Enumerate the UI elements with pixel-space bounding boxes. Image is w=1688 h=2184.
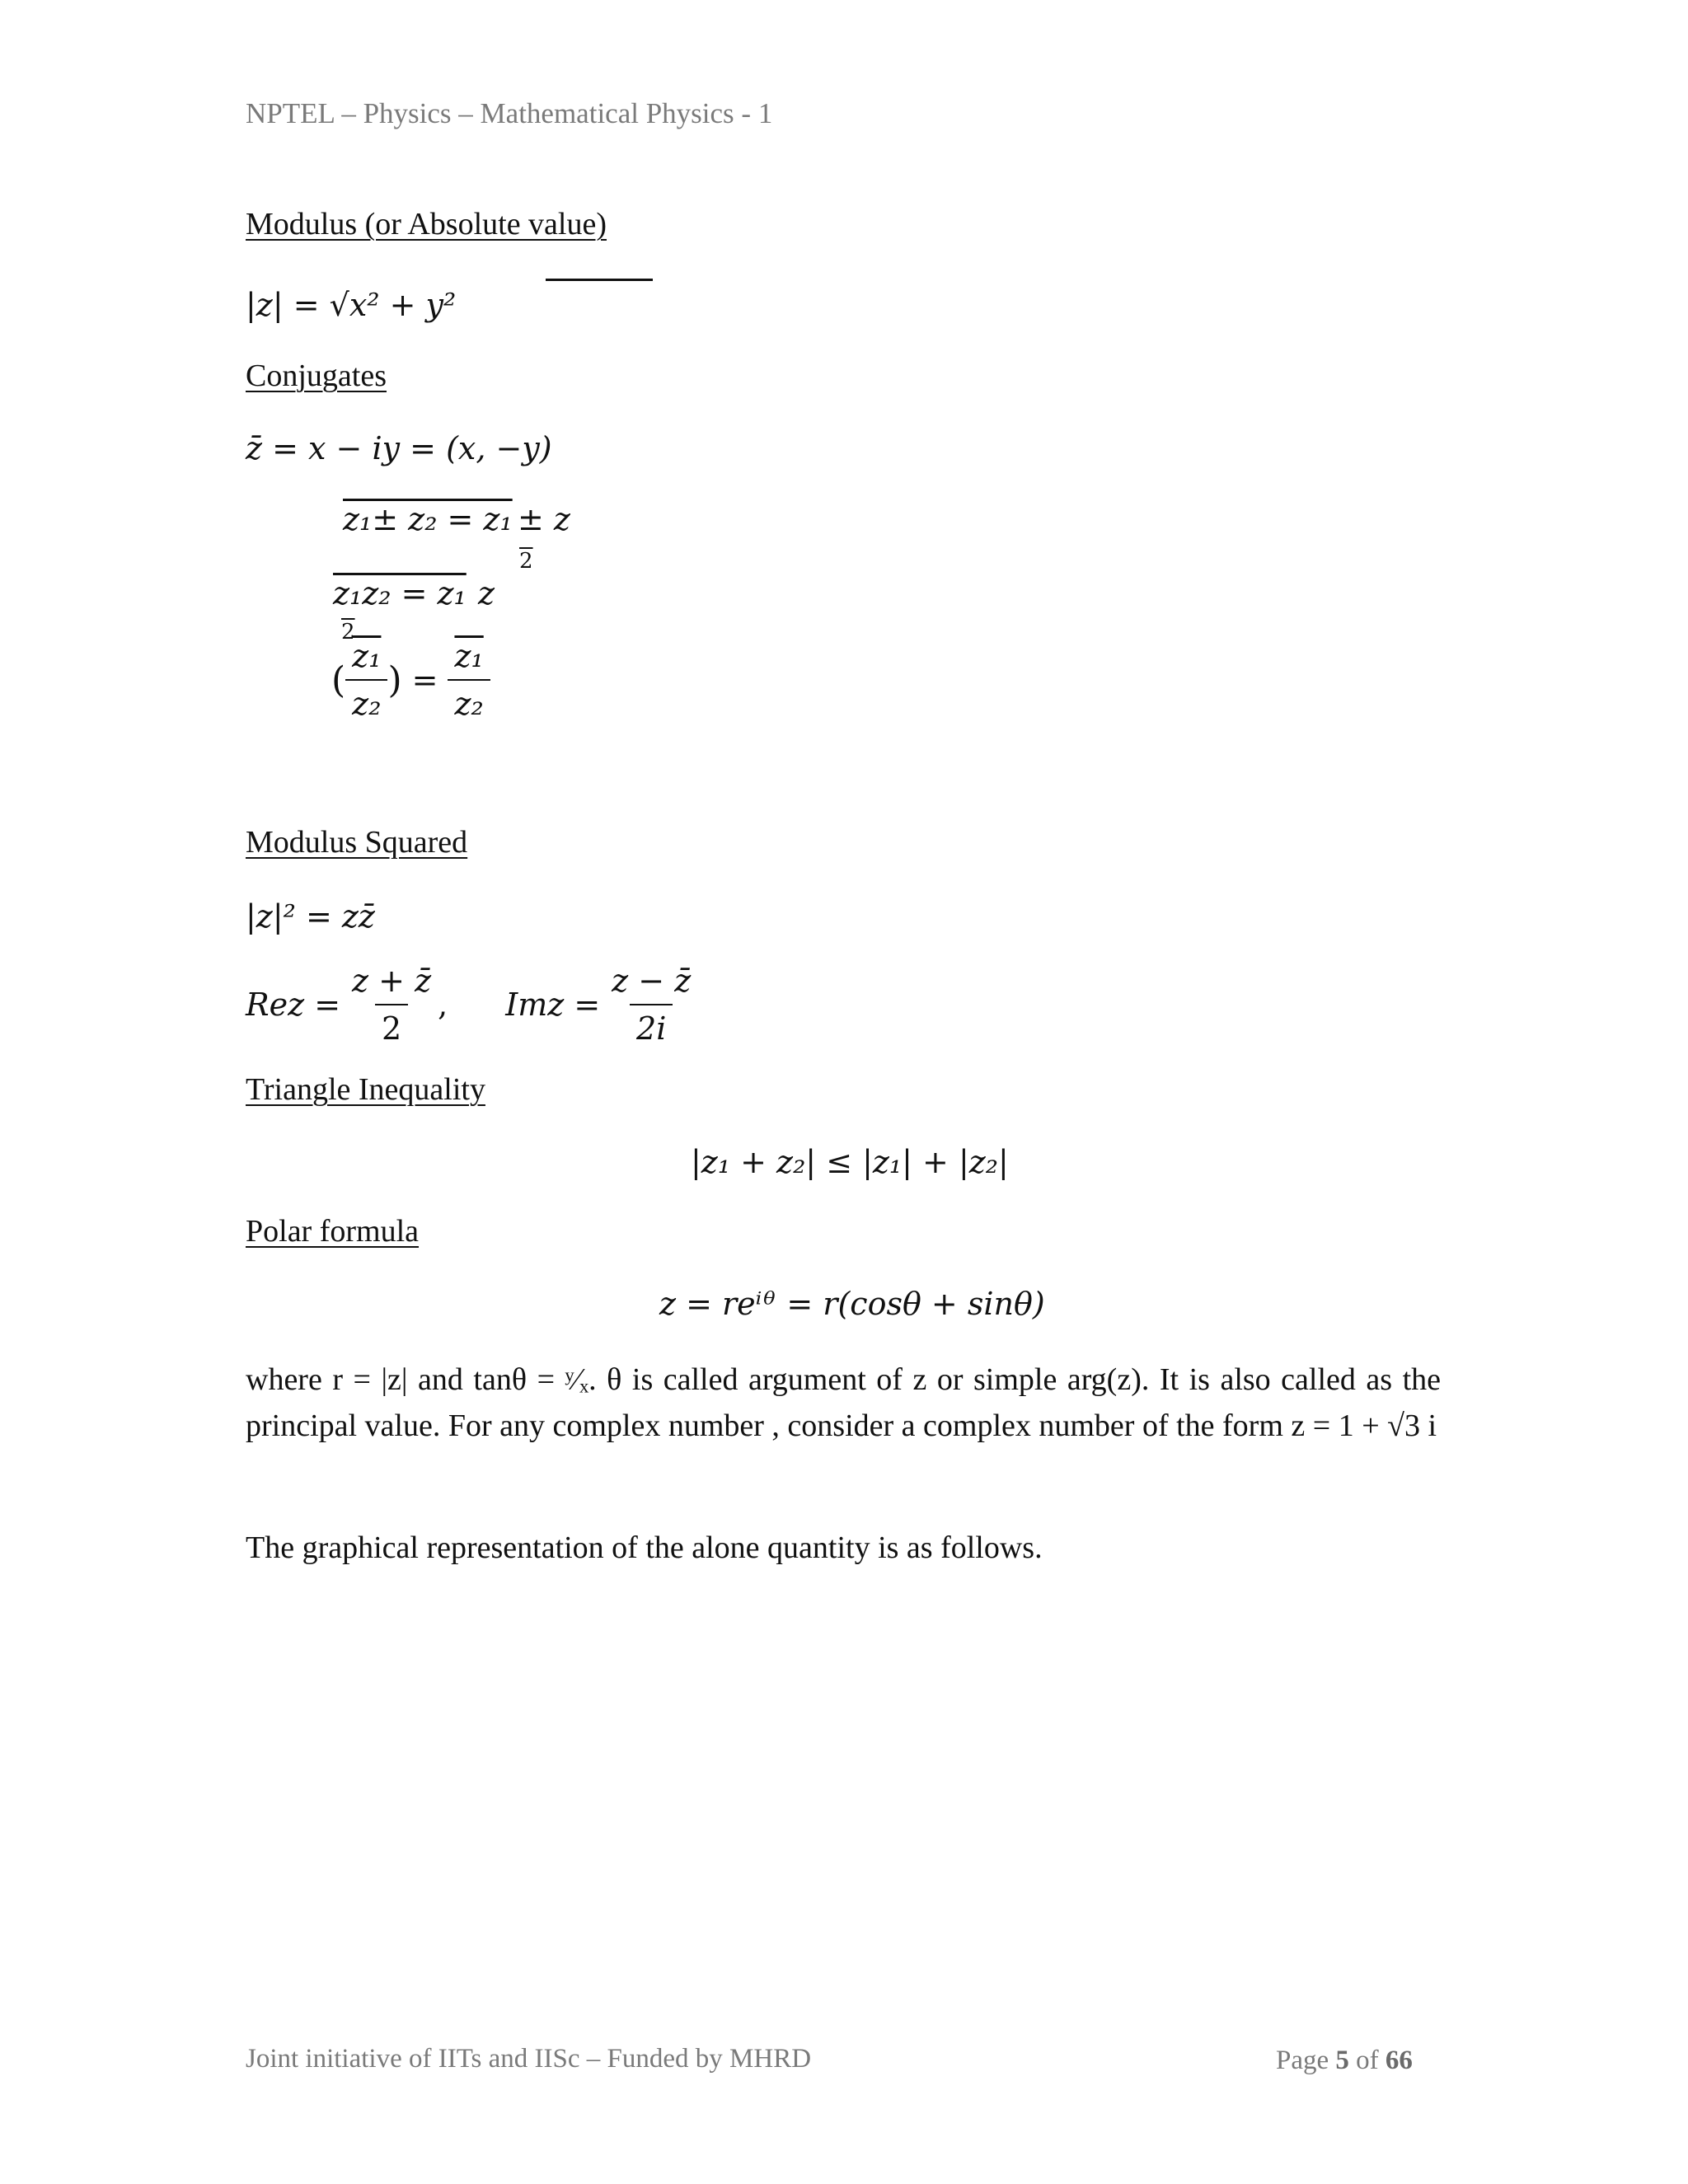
heading-conjugates: Conjugates: [246, 359, 387, 393]
conjugate-definition: z̄ = x − iy = (x, −y): [246, 430, 552, 466]
im-numerator: z − z̄: [612, 963, 692, 999]
division-left-numerator: z₁: [352, 638, 382, 674]
triangle-inequality-formula: |z₁ + z₂| ≤ |z₁| + |z₂|: [691, 1144, 1009, 1180]
page-total: 66: [1385, 2046, 1413, 2075]
im-denominator: 2i: [630, 1004, 673, 1047]
polar-formula: z = reⁱᶿ = r(cosθ + sinθ): [659, 1286, 1045, 1322]
footer-left: Joint initiative of IITs and IISc – Funded by MHRD: [246, 2044, 812, 2074]
re-fraction: [345, 963, 438, 1047]
heading-triangle-inequality: Triangle Inequality: [246, 1072, 485, 1107]
heading-polar-formula: Polar formula: [246, 1214, 420, 1249]
heading-modulus-squared: Modulus Squared: [246, 825, 468, 860]
graphical-representation-text: The graphical representation of the alone quantity is as follows.: [246, 1530, 1043, 1565]
im-label: Imz =: [505, 987, 601, 1023]
comma: ,: [438, 987, 448, 1023]
right-paren: ): [387, 658, 402, 701]
im-fraction: [605, 963, 697, 1047]
real-imag-formulas: [246, 963, 697, 1047]
conjugate-product-rule-sub: 2: [341, 620, 355, 644]
division-left-denominator: z₂: [345, 679, 387, 722]
re-denominator: 2: [375, 1004, 408, 1047]
equals-sign: =: [411, 662, 438, 698]
division-left-fraction: [345, 638, 387, 722]
page-header: NPTEL – Physics – Mathematical Physics - 1: [246, 97, 773, 129]
conjugate-sum-rule: z₁± z₂ = z₁: [343, 501, 513, 537]
re-label: Rez =: [246, 987, 341, 1023]
sqrt-overline: [546, 279, 653, 281]
division-right-fraction: [448, 638, 490, 722]
page-of: of: [1348, 2046, 1386, 2075]
left-paren: (: [331, 658, 346, 701]
modulus-formula: |z| = √x² + y²: [246, 287, 457, 323]
re-numerator: z + z̄: [352, 963, 432, 999]
polar-paragraph: where r = |z| and tanθ = ʸ⁄ₓ. θ is called argument of z or simple arg(z). It is also called as the principal value. For any complex number , consider a complex number of the form z = 1 + √3 i: [246, 1362, 1441, 1443]
division-right-denominator: z₂: [448, 679, 490, 722]
conjugate-division-rule: [331, 638, 490, 722]
page-number: [1276, 2046, 1413, 2076]
modulus-squared-formula: |z|² = zz̄: [246, 898, 375, 935]
division-right-numerator: z₁: [454, 638, 484, 674]
conjugate-product-rule: z₁z₂ = z₁: [333, 575, 467, 612]
heading-modulus: Modulus (or Absolute value): [246, 207, 607, 241]
conjugate-sum-rule-sub: 2: [519, 549, 533, 574]
page-current: 5: [1335, 2046, 1349, 2075]
page-prefix: Page: [1276, 2046, 1336, 2075]
conjugate-product-rule-rhs: z: [478, 575, 495, 612]
conjugate-sum-rule-rhs: ± z: [518, 501, 570, 537]
